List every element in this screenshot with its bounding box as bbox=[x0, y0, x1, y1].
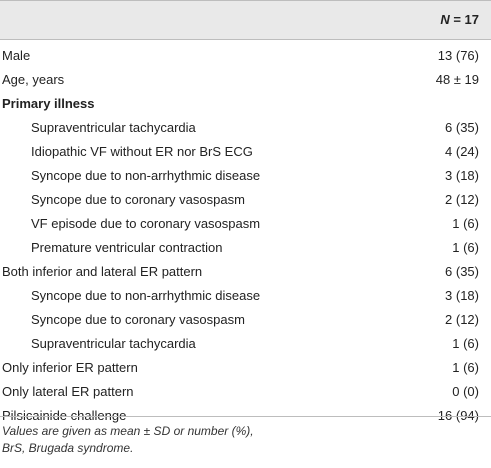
row-value: 1 (6) bbox=[452, 240, 479, 255]
row-value: 1 (6) bbox=[452, 360, 479, 375]
table-row bbox=[0, 188, 491, 212]
row-label: Both inferior and lateral ER pattern bbox=[2, 264, 203, 279]
row-value: 13 (76) bbox=[437, 48, 479, 63]
row-label: Syncope due to non-arrhythmic disease bbox=[31, 168, 261, 183]
row-label: Syncope due to non-arrhythmic disease bbox=[31, 288, 261, 303]
table-row bbox=[0, 380, 491, 404]
table-bottom-divider bbox=[0, 416, 491, 417]
table-row bbox=[0, 116, 491, 140]
row-value: 6 (35) bbox=[445, 264, 479, 279]
table-row-primary-illness-heading bbox=[0, 92, 491, 116]
row-value: 2 (12) bbox=[445, 312, 479, 327]
row-label: Only lateral ER pattern bbox=[2, 384, 134, 399]
row-value: 1 (6) bbox=[452, 216, 479, 231]
row-label: Age, years bbox=[2, 72, 65, 87]
row-value: 1 (6) bbox=[452, 336, 479, 351]
n-symbol: N bbox=[440, 12, 450, 27]
row-label: Only inferior ER pattern bbox=[2, 360, 138, 375]
footnote-line: BrS, Brugada syndrome. bbox=[2, 441, 134, 455]
row-label: Premature ventricular contraction bbox=[31, 240, 223, 255]
table-row bbox=[0, 284, 491, 308]
row-value: 16 (94) bbox=[437, 408, 479, 423]
row-value: 6 (35) bbox=[445, 120, 479, 135]
table-footnote bbox=[2, 423, 254, 457]
table-row bbox=[0, 332, 491, 356]
row-value: 0 (0) bbox=[452, 384, 479, 399]
row-label: VF episode due to coronary vasospasm bbox=[31, 216, 261, 231]
table-row-male bbox=[0, 44, 491, 68]
row-label: Syncope due to coronary vasospasm bbox=[31, 192, 245, 207]
table-row-age bbox=[0, 68, 491, 92]
table-row bbox=[0, 260, 491, 284]
row-label: Pilsicainide challenge bbox=[2, 408, 127, 423]
row-label: Supraventricular tachycardia bbox=[31, 336, 196, 351]
row-value: 3 (18) bbox=[445, 168, 479, 183]
n-total-header bbox=[440, 1, 479, 39]
table-row bbox=[0, 164, 491, 188]
table-row bbox=[0, 140, 491, 164]
table-row bbox=[0, 212, 491, 236]
row-label: Male bbox=[2, 48, 31, 63]
table-header bbox=[0, 0, 491, 40]
row-label: Idiopathic VF without ER nor BrS ECG bbox=[31, 144, 253, 159]
n-count: = 17 bbox=[449, 12, 479, 27]
section-heading: Primary illness bbox=[2, 96, 95, 111]
table-row bbox=[0, 236, 491, 260]
row-value: 4 (24) bbox=[445, 144, 479, 159]
row-value: 3 (18) bbox=[445, 288, 479, 303]
table-row bbox=[0, 356, 491, 380]
row-value: 48 ± 19 bbox=[435, 72, 479, 87]
row-label: Syncope due to coronary vasospasm bbox=[31, 312, 245, 327]
table-row bbox=[0, 308, 491, 332]
row-label: Supraventricular tachycardia bbox=[31, 120, 196, 135]
footnote-line: Values are given as mean ± SD or number (%), bbox=[2, 424, 254, 438]
table-body bbox=[0, 44, 491, 428]
row-value: 2 (12) bbox=[445, 192, 479, 207]
